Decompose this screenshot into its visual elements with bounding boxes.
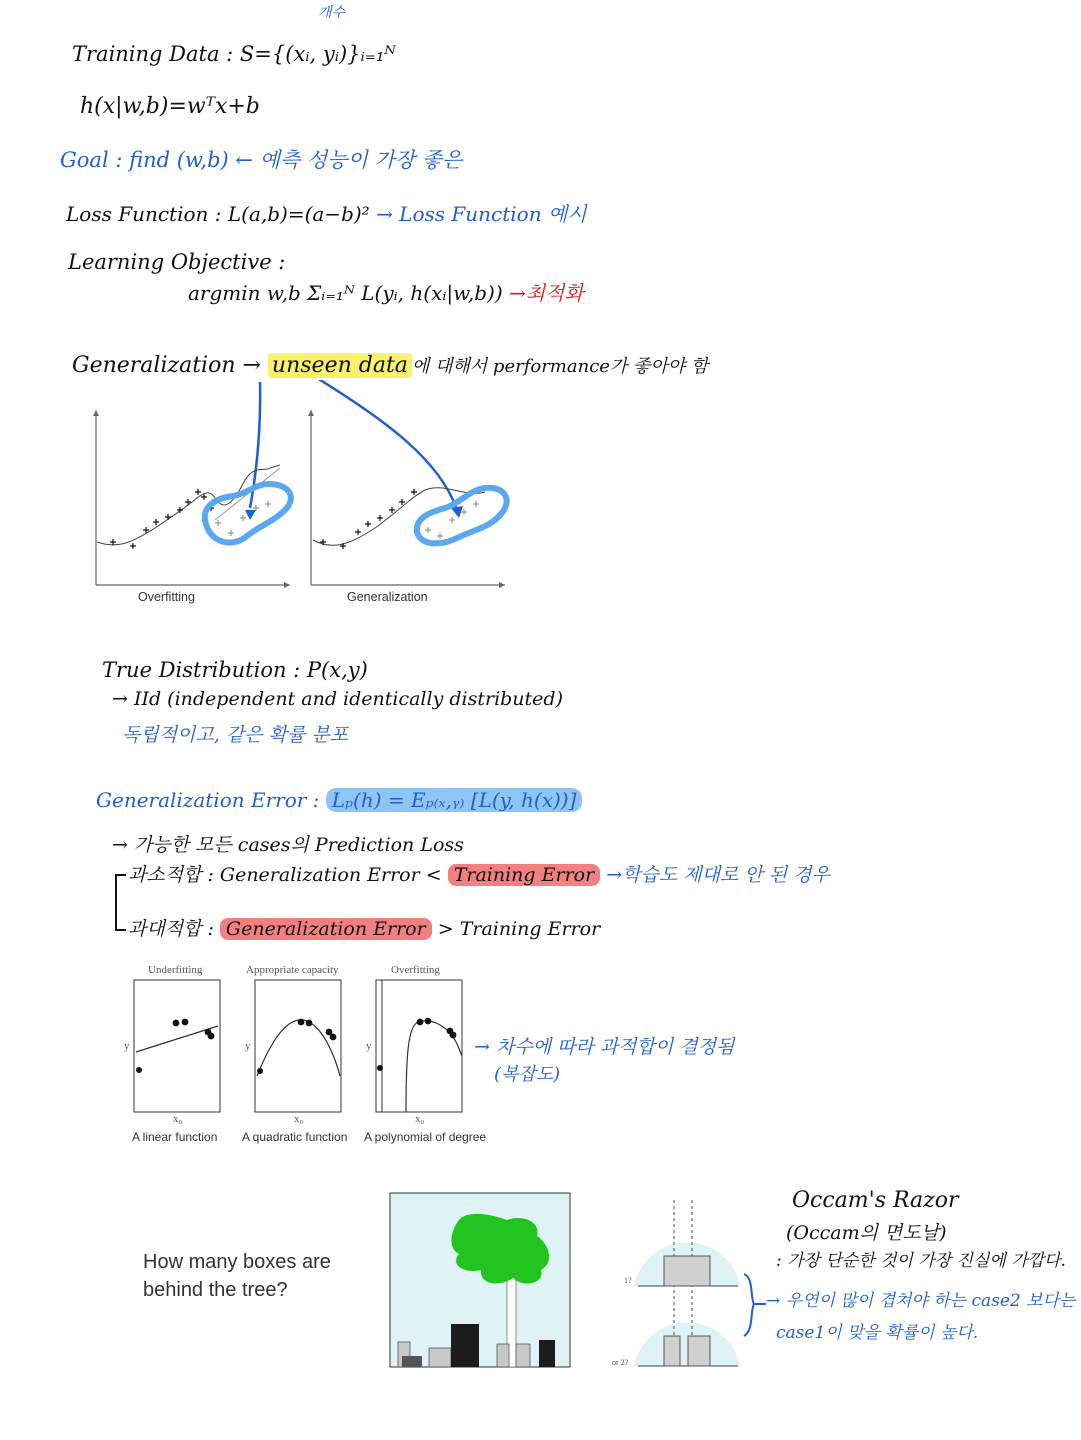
generalization-error-highlight: Generalization Error — [220, 918, 432, 940]
training-data-line — [72, 42, 396, 66]
overfit-label: 과대적합 : — [128, 918, 214, 940]
appropriate-capacity-panel — [255, 980, 341, 1112]
x-axis-label-2: x₀ — [294, 1113, 304, 1125]
underfit-note: →학습도 제대로 안 된 경우 — [606, 864, 830, 886]
two-box-label: or 2? — [612, 1358, 629, 1367]
case2-dome — [634, 1322, 740, 1366]
occam-line2: → 우연이 많이 겹쳐야 하는 case2 보다는 — [766, 1291, 1076, 1311]
case2-box-left — [664, 1336, 680, 1366]
underfitting-title: Underfitting — [148, 964, 203, 976]
hypothesis-formula: h(x|w,b)=wᵀx+b — [80, 94, 260, 119]
boxes-question: How many boxes are behind the tree? — [143, 1251, 331, 1301]
occam-subtitle: (Occam의 면도날) — [786, 1222, 947, 1244]
arrow-to-generalization — [317, 380, 457, 510]
true-distribution-line: True Distribution : P(x,y) — [102, 658, 368, 682]
tree-boxes-figure — [389, 1192, 573, 1370]
generalization-rest: 에 대해서 performance가 좋아야 함 — [411, 356, 709, 377]
capacity-note-line2: (복잡도) — [494, 1064, 561, 1085]
loss-function-note: → Loss Function 예시 — [376, 202, 587, 226]
y-axis-label-1: y — [124, 1040, 130, 1052]
quadratic-function-caption: A quadratic function — [242, 1130, 348, 1144]
overfit-line — [128, 914, 600, 941]
loss-function-line — [66, 198, 587, 227]
fit-plots-figure — [85, 380, 525, 612]
overfit-rest: > Training Error — [437, 918, 601, 940]
learning-objective-line — [188, 277, 584, 306]
generalization-error-line — [96, 788, 582, 812]
overfit-plot — [93, 410, 291, 588]
occam-brace — [740, 1270, 768, 1340]
generalization-line — [72, 352, 708, 378]
unseen-data-highlight: unseen data — [268, 353, 412, 378]
generalization-error-formula: Lₚ(h) = Eₚ₍ₓ,ᵧ₎ [L(y, h(x))] — [326, 788, 583, 812]
count-annotation: 개수 — [318, 5, 346, 21]
goal-line: Goal : find (w,b) ← 예측 성능이 가장 좋은 — [60, 148, 463, 172]
capacity-note-line1: → 차수에 따라 과적합이 결정됨 — [474, 1036, 735, 1058]
x-axis-label-1: x₀ — [173, 1113, 183, 1125]
one-box-label: 1? — [624, 1276, 632, 1285]
y-axis-label-3: y — [366, 1040, 372, 1052]
training-error-highlight: Training Error — [448, 864, 600, 886]
underfitting-panel — [134, 980, 220, 1112]
all-cases-line: → 가능한 모든 cases의 Prediction Loss — [112, 834, 464, 856]
polynomial-caption: A polynomial of degree — [364, 1130, 487, 1144]
iid-line: → IId (independent and identically distributed) — [112, 688, 563, 710]
generalization-error-label: Generalization Error : — [96, 788, 320, 812]
occam-hypotheses-figure — [612, 1200, 748, 1372]
learning-objective-label: Learning Objective : — [68, 250, 286, 274]
capacity-plots-figure — [118, 976, 478, 1124]
case2-box-right — [688, 1336, 710, 1366]
overfitting-title: Overfitting — [391, 964, 440, 976]
generalization-plot — [308, 410, 507, 588]
overfitting-panel — [376, 980, 462, 1112]
occam-line3: case1이 맞을 확률이 높다. — [776, 1323, 979, 1343]
occam-line1: : 가장 단순한 것이 가장 진실에 가깝다. — [776, 1251, 1066, 1271]
y-axis-label-2: y — [245, 1040, 251, 1052]
x-axis-label-3: x₀ — [415, 1113, 425, 1125]
learning-objective-formula: argmin w,b Σᵢ₌₁ᴺ L(yᵢ, h(xᵢ|w,b)) — [188, 281, 503, 305]
bracket — [112, 872, 128, 934]
underfit-line — [128, 860, 830, 887]
case1-box — [664, 1256, 710, 1286]
iid-korean-line: 독립적이고, 같은 확률 분포 — [122, 724, 349, 746]
generalization-caption: Generalization — [347, 590, 428, 604]
arrow-head-left — [245, 510, 256, 520]
occam-title: Occam's Razor — [792, 1188, 959, 1213]
overfitting-caption: Overfitting — [138, 590, 195, 604]
optimization-note: →최적화 — [508, 281, 584, 305]
training-data-label: Training Data : — [72, 42, 234, 66]
appropriate-capacity-title: Appropriate capacity — [246, 964, 339, 976]
generalization-label: Generalization → — [72, 353, 261, 378]
loss-function-label: Loss Function : L(a,b)=(a−b)² — [66, 202, 370, 226]
underfit-label: 과소적합 : Generalization Error < — [128, 864, 442, 886]
linear-function-caption: A linear function — [132, 1130, 218, 1144]
training-data-formula: S={(xᵢ, yᵢ)}ᵢ₌₁ᴺ — [239, 42, 396, 66]
